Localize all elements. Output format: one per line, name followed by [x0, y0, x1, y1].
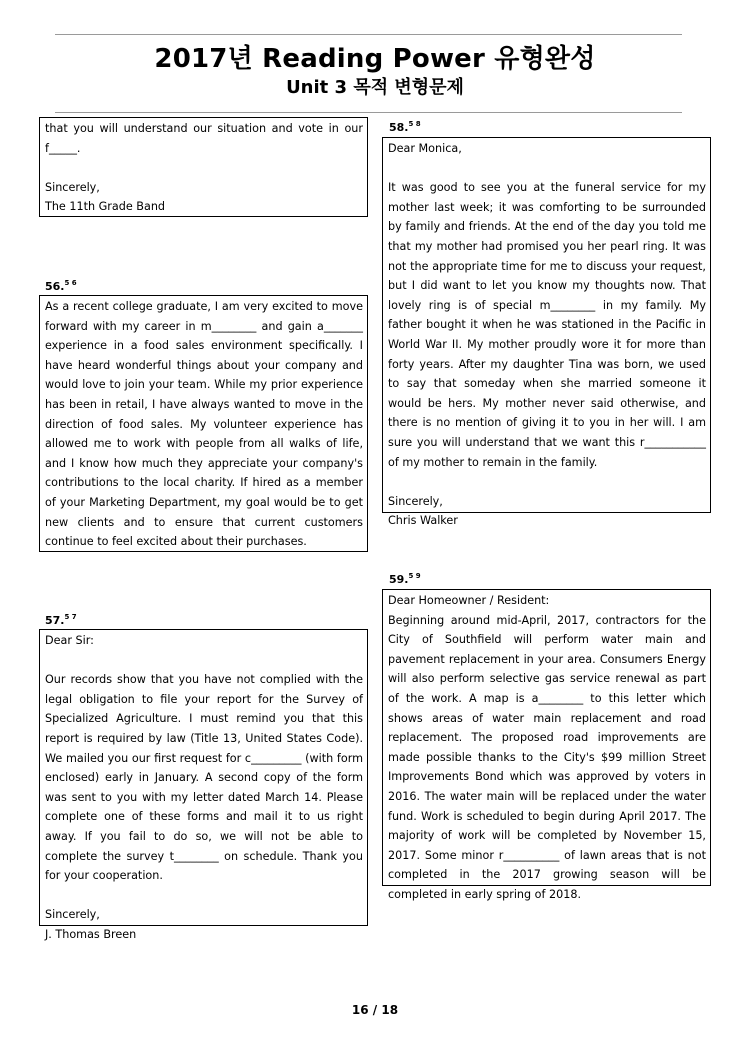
question-58-box [382, 137, 711, 528]
question-58-body: It was good to see you at the funeral service for my mother last week; it was comforting to be surrounded by family and friends. At the end of the day you told me that my mother had promised you her pearl ring. It was not the appropriate time for me to discuss your request, but I did want to let you know my thoughts now. That lovely ring is of special m________ in my family. My father bought it when he was stationed in the Pacific in World War II. My mother proudly wore it for more than forty years. After my daughter Tina was born, we used to say that someday when she married someone it would be hers. My mother never said otherwise, and there is no mention of giving it to you in her will. I am sure you will understand that we want this r___________ of my mother to remain in the family. [388, 181, 706, 469]
question-59-box [382, 589, 711, 901]
question-57-box [39, 629, 368, 941]
question-59-salutation: Dear Homeowner / Resident: [388, 594, 550, 607]
question-58-closing: Sincerely, [388, 494, 443, 508]
page-title: 2017년 Reading Power 유형완성 [154, 44, 596, 74]
question-55-closing: Sincerely, [45, 180, 100, 194]
header-bottom-rule [55, 112, 682, 113]
question-59-body: Beginning around mid-April, 2017, contractors for the City of Southfield will perform water main and pavement replacement in your area. Consumers Energy will also perform selective gas service renewal as part of the work. A map is a________ to this letter which shows areas of water main replacement and road replacement. The proposed road improvements are made possible thanks to the City's $99 million Street Improvements Bond which was approved by voters in 2016. The water main will be replaced under the water fund. Work is scheduled to begin during April 2017. The majority of work will be completed by November 15, 2017. Some minor r__________ of lawn areas that is not completed in the 2017 growing season will be completed in early spring of 2018. [388, 613, 706, 901]
question-57-signature: J. Thomas Breen [45, 927, 137, 941]
page-subtitle: Unit 3 목적 변형문제 [286, 77, 464, 98]
question-56-number: 56.$^{5 6}$ [45, 279, 77, 293]
question-57-closing: Sincerely, [45, 908, 100, 922]
question-58-number: 58.$^{5 8}$ [389, 120, 421, 134]
page-number: 16 / 18 [351, 1003, 399, 1017]
header-top-rule [55, 34, 682, 35]
question-59-number: 59.$^{5 9}$ [389, 572, 421, 586]
question-56-box [39, 295, 368, 552]
question-55-body: that you will understand our situation and vote in our f_____. [45, 122, 363, 155]
question-57-number: 57.$^{5 7}$ [45, 613, 77, 627]
question-57-salutation: Dear Sir: [45, 634, 94, 647]
question-57-body: Our records show that you have not complied with the legal obligation to file your report for the Survey of Specialized Agriculture. I must remind you that this report is required by law (Title 13, United States Code). We mailed you our first request for c_________ (with form enclosed) early in January. A second copy of the form was sent to you with my letter dated March 14. Please complete one of these forms and mail it to us right away. If you fail to do so, we will not be able to complete the survey t________ on schedule. Thank you for your cooperation. [45, 673, 363, 883]
question-55-continued-box [39, 117, 368, 217]
question-58-signature: Chris Walker [388, 514, 458, 528]
question-58-salutation: Dear Monica, [388, 142, 462, 155]
question-55-signature: The 11th Grade Band [45, 200, 166, 214]
question-56-body: As a recent college graduate, I am very excited to move forward with my career in m________ and gain a_______ experience in a food sales environment specifically. I have heard wonderful things about your company and would love to join your team. While my prior experience has been in retail, I have always wanted to move in the direction of food sales. My volunteer experience has allowed me to work with people from all walks of life, and I know how much they appreciate your company's contributions to the local charity. If hired as a member of your Marketing Department, my goal would be to get new clients and to ensure that current customers continue to feel excited about their purchases. [45, 300, 363, 549]
